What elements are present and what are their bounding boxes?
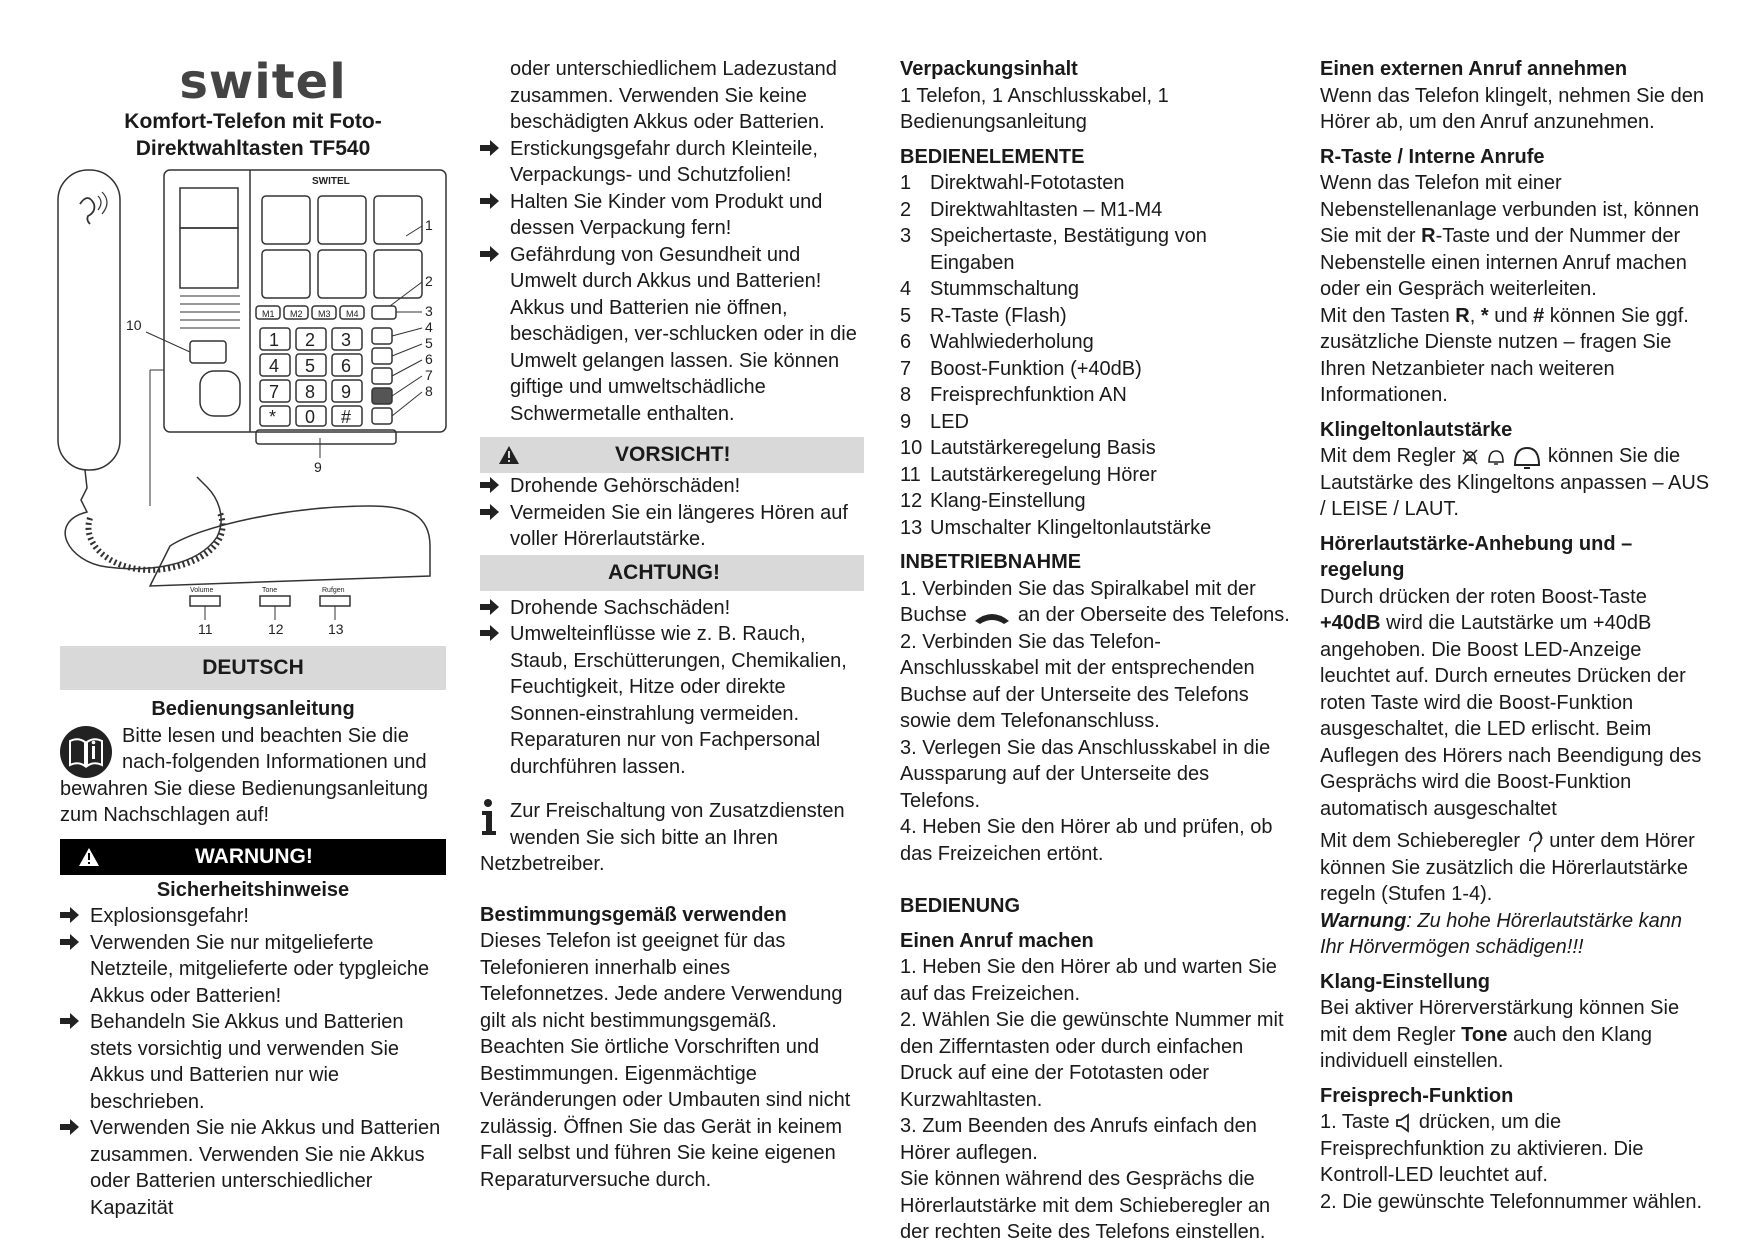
arrow-right-icon <box>480 139 500 157</box>
warnung-title: WARNUNG! <box>195 844 313 868</box>
ear-icon <box>80 198 94 224</box>
hoerer-text-2: Mit dem Schieberegler unter dem Hörer können Sie zusätzlich die Hörerlautstärke regeln (Stufen 1-4). <box>1320 830 1695 906</box>
mem-key-label: M1 <box>262 309 275 319</box>
klingel-heading: Klingeltonlautstärke <box>1320 418 1513 441</box>
keypad-label: 3 <box>341 330 352 350</box>
list-item: Behandeln Sie Akkus und Batterien stets vorsichtig und verwenden Sie Akkus und Batterien nur wie beschrieben. <box>60 1009 446 1115</box>
list-item: 4 Stummschaltung <box>900 278 1079 300</box>
info-text-2: wenden Sie sich bitte an Ihren <box>510 826 778 849</box>
inbetrieb-step-1a: 1. Verbinden Sie das Spiralkabel mit der <box>900 577 1256 600</box>
manual-block <box>60 723 446 829</box>
warning-icon <box>78 839 100 875</box>
keypad-label: 0 <box>305 407 316 427</box>
phone-diagram <box>50 166 450 636</box>
callout-8: 8 <box>425 383 433 399</box>
extern-text: Wenn das Telefon klingelt, nehmen Sie den Hörer ab, um den Anruf anzunehmen. <box>1320 84 1704 133</box>
callout-7: 7 <box>425 367 433 383</box>
klingel-text-1: Mit dem Regler können Sie die <box>1320 443 1710 470</box>
arrow-right-icon <box>480 476 500 494</box>
column-1 <box>60 56 446 1221</box>
inbetrieb-step-3: 3. Verlegen Sie das Anschlusskabel in die Aussparung auf der Unterseite des Telefons. <box>900 736 1271 812</box>
list-item: Drohende Sachschäden! <box>480 595 864 622</box>
side-label-volume: Volume <box>190 587 214 594</box>
freisprech-heading: Freisprech-Funktion <box>1320 1084 1514 1107</box>
column-2 <box>480 56 864 1193</box>
warnung-continuation: oder unterschiedlichem Ladezustand zusammen. Verwenden Sie keine beschädigten Akkus oder Batterien. <box>510 58 837 133</box>
achtung-bar <box>480 555 864 591</box>
speaker-icon <box>1395 1113 1413 1133</box>
warnung-bar <box>60 839 446 875</box>
vorsicht-list <box>480 473 864 553</box>
manual-text-3: bewahren Sie diese Bedienungsanleitung <box>60 777 429 800</box>
keypad-label: 6 <box>341 356 352 376</box>
list-item: 11 Lautstärkeregelung Hörer <box>900 463 1157 486</box>
list-item: 7 Boost-Funktion (+40dB) <box>900 357 1142 380</box>
product-title-line2: Direktwahltasten TF540 <box>135 137 371 160</box>
list-item: Umwelteinflüsse wie z. B. Rauch, Staub, Erschütterungen, Chemikalien, Feuchtigkeit, Hitze oder direkte Sonnen-einstrahlung vermeiden. Reparaturen nur von Fachpersonal durchführen lassen. <box>480 621 864 780</box>
device-brand-label: SWITEL <box>312 176 350 187</box>
bedienelemente-list <box>900 170 1290 541</box>
list-item: 2 Direktwahltasten – M1-M4 <box>900 198 1163 221</box>
safety-heading: Sicherheitshinweise <box>156 878 350 901</box>
warning-icon <box>498 437 520 473</box>
klang-heading: Klang-Einstellung <box>1320 970 1490 993</box>
manual-text-4: zum Nachschlagen auf! <box>60 804 270 826</box>
list-item: 1 Direktwahl-Fototasten <box>900 172 1125 194</box>
inbetrieb-step-2: 2. Verbinden Sie das Telefon-Anschlusskabel mit der entsprechenden Buchse auf der Unterseite des Telefons sowie dem Telefonanschluss. <box>900 630 1255 732</box>
mem-key-label: M3 <box>318 309 331 319</box>
callout-5: 5 <box>425 335 433 351</box>
callout-6: 6 <box>425 351 433 367</box>
list-item: 6 Wahlwiederholung <box>900 331 1094 353</box>
list-item: Verwenden Sie nur mitgelieferte Netzteile, mitgelieferte oder typgleiche Akkus oder Batterien! <box>60 930 446 1010</box>
achtung-title: ACHTUNG! <box>608 560 720 584</box>
arrow-right-icon <box>60 906 80 924</box>
inbetrieb-step-4: 4. Heben Sie den Hörer ab und prüfen, ob das Freizeichen ertönt. <box>900 816 1273 865</box>
list-item: Explosionsgefahr! <box>60 903 446 930</box>
info-block <box>480 798 864 878</box>
packung-heading: Verpackungsinhalt <box>900 58 1078 80</box>
list-item: Verwenden Sie nie Akkus und Batterien zusammen. Verwenden Sie nie Akkus oder Batterien unterschiedlicher Kapazität <box>60 1115 446 1221</box>
anruf-heading: Einen Anruf machen <box>900 929 1094 952</box>
arrow-right-icon <box>60 933 80 951</box>
bell-low-icon <box>1485 447 1507 467</box>
callout-1: 1 <box>425 217 433 233</box>
packung-text: 1 Telefon, 1 Anschlusskabel, 1 Bedienungsanleitung <box>900 84 1169 133</box>
list-item: Halten Sie Kinder vom Produkt und dessen Verpackung fern! <box>480 189 864 242</box>
keypad-label: * <box>269 407 277 427</box>
arrow-right-icon <box>60 1012 80 1030</box>
bell-high-icon <box>1512 444 1542 470</box>
side-label-rufgen: Rufgen <box>322 587 345 594</box>
inbetrieb-step-1b: Buchse an der Oberseite des Telefons. <box>900 604 1290 626</box>
manual-text-2: nach-folgenden Informationen und <box>122 751 427 773</box>
list-item: 8 Freisprechfunktion AN <box>900 384 1127 406</box>
brand-logo: switel <box>179 54 347 110</box>
callout-12: 12 <box>268 621 284 636</box>
callout-10: 10 <box>126 317 142 333</box>
vorsicht-bar <box>480 437 864 473</box>
rtaste-heading: R-Taste / Interne Anrufe <box>1320 145 1545 168</box>
keypad-label: # <box>341 407 352 427</box>
list-item: 10 Lautstärkeregelung Basis <box>900 437 1156 459</box>
klang-text: Bei aktiver Hörerverstärkung können Sie mit dem Regler Tone auch den Klang individuell einstellen. <box>1320 997 1680 1073</box>
keypad-label: 2 <box>305 330 316 350</box>
anruf-step-3: 3. Zum Beenden des Anrufs einfach den Hörer auflegen. <box>900 1115 1257 1164</box>
keypad-label: 9 <box>341 382 352 402</box>
side-label-tone: Tone <box>262 587 278 594</box>
klingel-text-3: Lautstärke des Klingeltons anpassen – AUS / LEISE / LAUT. <box>1320 471 1710 521</box>
info-text-3: Netzbetreiber. <box>480 853 605 875</box>
list-item: Erstickungsgefahr durch Kleinteile, Verpackungs- und Schutzfolien! <box>480 136 864 189</box>
vorsicht-title: VORSICHT! <box>615 443 731 466</box>
product-title-line1: Komfort-Telefon mit Foto- <box>124 110 382 133</box>
anruf-note: Sie können während des Gesprächs die Hörerlautstärke mit dem Schieberegler an der rechten Seite des Telefons einstellen. <box>900 1168 1271 1243</box>
rtaste-text-1: Wenn das Telefon mit einer Nebenstellenanlage verbunden ist, können Sie mit der R-Taste und der Nummer der Nebenstelle einen internen Anruf machen oder ein Gespräch weiterleiten. <box>1320 172 1700 300</box>
hoerer-heading: Hörerlautstärke-Anhebung und –regelung <box>1320 532 1633 582</box>
info-icon <box>480 798 500 838</box>
manual-heading: Bedienungsanleitung <box>151 698 355 720</box>
keypad-label: 4 <box>269 356 280 376</box>
list-item: 5 R-Taste (Flash) <box>900 304 1067 327</box>
callout-4: 4 <box>425 319 433 335</box>
bestimmung-heading: Bestimmungsgemäß verwenden <box>480 903 787 926</box>
freisprech-text-2: 2. Die gewünschte Telefonnummer wählen. <box>1320 1190 1703 1213</box>
list-item: Vermeiden Sie ein längeres Hören auf voller Hörerlautstärke. <box>480 500 864 553</box>
info-text-1: Zur Freischaltung von Zusatzdiensten <box>510 800 845 822</box>
arrow-right-icon <box>60 1118 80 1136</box>
list-item: 12 Klang-Einstellung <box>900 490 1086 512</box>
anruf-step-1: 1. Heben Sie den Hörer ab und warten Sie auf das Freizeichen. <box>900 956 1277 1005</box>
freisprech-text-1: 1. Taste drücken, um die Freisprechfunktion zu aktivieren. Die Kontroll-LED leuchtet auf. <box>1320 1111 1644 1187</box>
photo-keys <box>262 196 422 298</box>
list-item: Drohende Gehörschäden! <box>480 473 864 500</box>
arrow-right-icon <box>480 598 500 616</box>
arrow-right-icon <box>480 503 500 521</box>
rtaste-text-2: Mit den Tasten R, * und # können Sie ggf. zusätzliche Dienste nutzen – fragen Sie Ihren Netzanbieter nach weiteren Informationen. <box>1320 304 1689 406</box>
bedienung-heading: BEDIENUNG <box>900 895 1021 917</box>
section-deutsch: DEUTSCH <box>60 646 446 690</box>
bestimmung-text: Dieses Telefon ist geeignet für das Telefonieren innerhalb eines Telefonnetzes. Jede andere Verwendung gilt als nicht bestimmungsgemäß. Beachten Sie örtliche Vorschriften und Bestimmungen. Eigenmächtige Veränderungen oder Umbauten sind nicht zulässig. Öffnen Sie das Gerät in keinem Fall selbst und führen Sie keine eigenen Reparaturversuche durch. <box>480 930 851 1191</box>
bedienelemente-heading: BEDIENELEMENTE <box>900 145 1085 168</box>
manual-text-1: Bitte lesen und beachten Sie die <box>122 724 409 747</box>
column-4 <box>1320 56 1710 1215</box>
list-item: 3 Speichertaste, Bestätigung von Eingaben <box>900 225 1207 274</box>
list-item: 13 Umschalter Klingeltonlautstärke <box>900 516 1212 539</box>
warnung-list <box>60 903 446 1221</box>
keypad-label: 7 <box>269 382 280 402</box>
phone-side-view <box>150 506 430 586</box>
arrow-right-icon <box>480 192 500 210</box>
hoerer-text-1: Durch drücken der roten Boost-Taste +40dB wird die Lautstärke um +40dB angehoben. Die Boost LED-Anzeige leuchtet auf. Durch erneutes Drücken der roten Taste wird die Boost-Funktion ausgeschaltet, die LED erlischt. Beim Auflegen des Hörers nach Beendigung des Gesprächs wird die Boost-Funktion automatisch ausgeschaltet <box>1320 585 1702 820</box>
book-icon <box>58 725 114 779</box>
mem-key-label: M4 <box>346 309 359 319</box>
inbetrieb-heading: INBETRIEBNAHME <box>900 551 1082 573</box>
arrow-right-icon <box>480 245 500 263</box>
keypad-label: 5 <box>305 356 316 376</box>
callout-11: 11 <box>198 621 213 636</box>
list-item: 9 LED <box>900 410 969 433</box>
callout-9: 9 <box>314 459 322 475</box>
list-item: Gefährdung von Gesundheit und Umwelt durch Akkus und Batterien! Akkus und Batterien nie öffnen, beschädigen, ver-schlucken oder in die Umwelt gelangen lassen. Sie können giftige und umweltschädliche Schwermetalle enthalten. <box>480 242 864 428</box>
achtung-list <box>480 595 864 781</box>
callout-2: 2 <box>425 273 433 289</box>
mem-key-label: M2 <box>290 309 303 319</box>
callout-13: 13 <box>328 621 344 636</box>
extern-heading: Einen externen Anruf annehmen <box>1320 58 1628 80</box>
callout-3: 3 <box>425 303 433 319</box>
arrow-right-icon <box>480 624 500 642</box>
keypad-label: 1 <box>269 330 280 350</box>
column-3 <box>900 56 1290 1246</box>
keypad-label: 8 <box>305 382 316 402</box>
hoerer-warning: Warnung: Zu hohe Hörerlautstärke kann Ihr Hörvermögen schädigen!!! <box>1320 909 1682 959</box>
ear-icon <box>1526 829 1544 855</box>
anruf-step-2: 2. Wählen Sie die gewünschte Nummer mit den Zifferntasten oder durch einfachen Druck auf eine der Fototasten oder Kurzwahltasten. <box>900 1009 1284 1111</box>
handset-icon <box>972 607 1012 625</box>
warnung-list-2 <box>480 136 864 428</box>
bell-off-icon <box>1461 448 1479 466</box>
